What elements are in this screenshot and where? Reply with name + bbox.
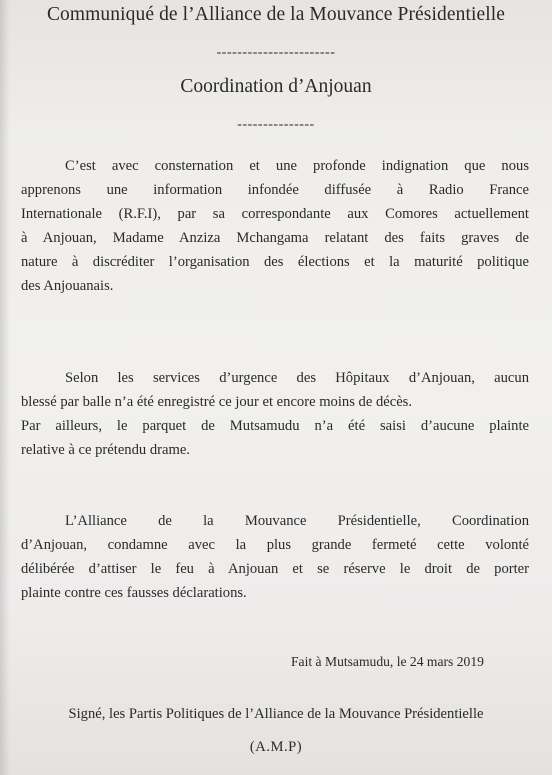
paragraph-2-line: Par ailleurs, le parquet de Mutsamudu n’a été saisi d’aucune plainte xyxy=(21,418,529,434)
paragraph-1-line: C’est avec consternation et une profonde indignation que nous xyxy=(65,158,529,174)
paragraph-2-line: blessé par balle n’a été enregistré ce jour et encore moins de décès. xyxy=(21,394,413,410)
page-edge-shadow xyxy=(0,0,10,775)
paragraph-1-line: apprenons une information infondée diffusée à Radio France xyxy=(21,182,529,198)
subtitle-separator: --------------- xyxy=(237,117,315,132)
paragraph-3-line: L’Alliance de la Mouvance Présidentielle, Coordination xyxy=(65,513,529,529)
paragraph-1-line: Internationale (R.F.I), par sa correspondante aux Comores actuellement xyxy=(21,206,529,222)
paragraph-3 xyxy=(21,509,529,605)
document-title: Communiqué de l’Alliance de la Mouvance Présidentielle xyxy=(46,4,506,25)
title-separator: ----------------------- xyxy=(216,45,336,60)
paragraph-1 xyxy=(21,154,529,298)
paragraph-1-line: nature à discréditer l’organisation des élections et la maturité politique xyxy=(21,254,529,270)
place-and-date: Fait à Mutsamudu, le 24 mars 2019 xyxy=(291,654,484,669)
paragraph-3-line: délibérée d’attiser le feu à Anjouan et se réserve le droit de porter xyxy=(21,561,529,577)
paragraph-2 xyxy=(21,366,529,462)
paragraph-3-line: plainte contre ces fausses déclarations. xyxy=(21,585,247,601)
paragraph-3-line: d’Anjouan, condamne avec la plus grande fermeté cette volonté xyxy=(21,537,529,553)
paragraph-1-line: à Anjouan, Madame Anziza Mchangama relatant des faits graves de xyxy=(21,230,529,246)
signature-acronym: (A.M.P) xyxy=(249,739,303,755)
document-subtitle: Coordination d’Anjouan xyxy=(180,76,372,97)
paragraph-1-line: des Anjouanais. xyxy=(21,278,114,294)
paragraph-2-line: Selon les services d’urgence des Hôpitaux d’Anjouan, aucun xyxy=(65,370,529,386)
paragraph-2-line: relative à ce prétendu drame. xyxy=(21,442,190,458)
signature-line: Signé, les Partis Politiques de l’Alliance de la Mouvance Présidentielle xyxy=(68,706,484,722)
